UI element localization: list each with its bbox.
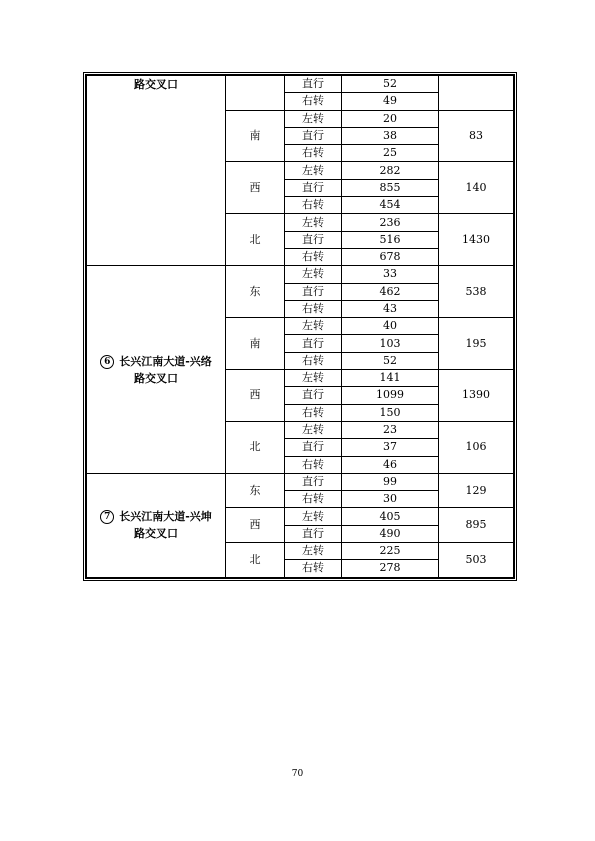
- volume-cell: 236: [342, 214, 439, 231]
- turn-type-cell: 直行: [285, 127, 342, 144]
- turn-type-cell: 左转: [285, 110, 342, 127]
- table-row: [87, 76, 514, 93]
- volume-cell: 30: [342, 491, 439, 508]
- direction-total-cell: 895: [439, 508, 514, 543]
- turn-type-cell: 左转: [285, 370, 342, 387]
- direction-total-cell: 106: [439, 421, 514, 473]
- volume-cell: 52: [342, 76, 439, 93]
- turn-type-cell: 左转: [285, 214, 342, 231]
- turn-type-cell: 直行: [285, 335, 342, 352]
- direction-cell: [226, 76, 285, 111]
- intersection-name-text: 长兴江南大道-兴络: [119, 354, 212, 368]
- volume-cell: 99: [342, 473, 439, 490]
- volume-cell: 855: [342, 179, 439, 196]
- volume-cell: 49: [342, 93, 439, 110]
- table-row: [87, 266, 514, 283]
- volume-cell: 103: [342, 335, 439, 352]
- direction-total-cell: 83: [439, 110, 514, 162]
- turn-type-cell: 直行: [285, 179, 342, 196]
- volume-cell: 516: [342, 231, 439, 248]
- intersection-name-line2: 路交叉口: [134, 78, 178, 91]
- turn-type-cell: 右转: [285, 145, 342, 162]
- intersection-name-line1: [87, 353, 225, 370]
- turn-type-cell: 右转: [285, 352, 342, 369]
- direction-cell: 西: [226, 162, 285, 214]
- turn-type-cell: 直行: [285, 439, 342, 456]
- volume-cell: 454: [342, 197, 439, 214]
- volume-cell: 25: [342, 145, 439, 162]
- turn-type-cell: 右转: [285, 404, 342, 421]
- traffic-volume-body: [87, 76, 514, 578]
- direction-cell: 北: [226, 421, 285, 473]
- direction-total-cell: [439, 76, 514, 111]
- turn-type-cell: 直行: [285, 283, 342, 300]
- volume-cell: 52: [342, 352, 439, 369]
- turn-type-cell: 右转: [285, 197, 342, 214]
- volume-cell: 462: [342, 283, 439, 300]
- turn-type-cell: 右转: [285, 93, 342, 110]
- volume-cell: 46: [342, 456, 439, 473]
- intersection-number-badge: 7: [100, 510, 114, 524]
- direction-total-cell: 538: [439, 266, 514, 318]
- turn-type-cell: 左转: [285, 543, 342, 560]
- volume-cell: 141: [342, 370, 439, 387]
- turn-type-cell: 右转: [285, 491, 342, 508]
- volume-cell: 150: [342, 404, 439, 421]
- direction-cell: 北: [226, 543, 285, 578]
- volume-cell: 490: [342, 525, 439, 542]
- intersection-name-cell: [87, 473, 226, 577]
- direction-cell: 南: [226, 110, 285, 162]
- volume-cell: 405: [342, 508, 439, 525]
- direction-total-cell: 140: [439, 162, 514, 214]
- turn-type-cell: 直行: [285, 525, 342, 542]
- direction-cell: 南: [226, 318, 285, 370]
- volume-cell: 225: [342, 543, 439, 560]
- page-number: 70: [291, 769, 304, 779]
- volume-cell: 38: [342, 127, 439, 144]
- direction-cell: 西: [226, 370, 285, 422]
- intersection-name-cell: [87, 266, 226, 474]
- direction-total-cell: 129: [439, 473, 514, 508]
- turn-type-cell: 左转: [285, 421, 342, 438]
- direction-total-cell: 195: [439, 318, 514, 370]
- volume-cell: 43: [342, 300, 439, 317]
- direction-cell: 北: [226, 214, 285, 266]
- intersection-name-line2: 路交叉口: [134, 371, 178, 385]
- volume-cell: 33: [342, 266, 439, 283]
- intersection-name-text: 长兴江南大道-兴坤: [119, 510, 212, 524]
- turn-type-cell: 左转: [285, 162, 342, 179]
- turn-type-cell: 直行: [285, 76, 342, 93]
- turn-type-cell: 左转: [285, 266, 342, 283]
- intersection-number-badge: 6: [100, 355, 114, 369]
- direction-total-cell: 503: [439, 543, 514, 578]
- turn-type-cell: 直行: [285, 387, 342, 404]
- intersection-name-cell: [87, 76, 226, 266]
- volume-cell: 20: [342, 110, 439, 127]
- turn-type-cell: 右转: [285, 456, 342, 473]
- turn-type-cell: 右转: [285, 248, 342, 265]
- turn-type-cell: 右转: [285, 300, 342, 317]
- table-row: [87, 473, 514, 490]
- volume-cell: 1099: [342, 387, 439, 404]
- turn-type-cell: 直行: [285, 473, 342, 490]
- turn-type-cell: 左转: [285, 508, 342, 525]
- direction-total-cell: 1390: [439, 370, 514, 422]
- turn-type-cell: 直行: [285, 231, 342, 248]
- traffic-volume-table: [83, 72, 517, 581]
- intersection-name-line1: [87, 508, 225, 525]
- volume-cell: 678: [342, 248, 439, 265]
- direction-cell: 东: [226, 473, 285, 508]
- volume-cell: 37: [342, 439, 439, 456]
- turn-type-cell: 左转: [285, 318, 342, 335]
- direction-cell: 西: [226, 508, 285, 543]
- volume-cell: 40: [342, 318, 439, 335]
- volume-cell: 282: [342, 162, 439, 179]
- direction-total-cell: 1430: [439, 214, 514, 266]
- intersection-name-line2: 路交叉口: [134, 527, 178, 541]
- volume-cell: 23: [342, 421, 439, 438]
- direction-cell: 东: [226, 266, 285, 318]
- traffic-volume-grid: [86, 75, 514, 578]
- volume-cell: 278: [342, 560, 439, 577]
- turn-type-cell: 右转: [285, 560, 342, 577]
